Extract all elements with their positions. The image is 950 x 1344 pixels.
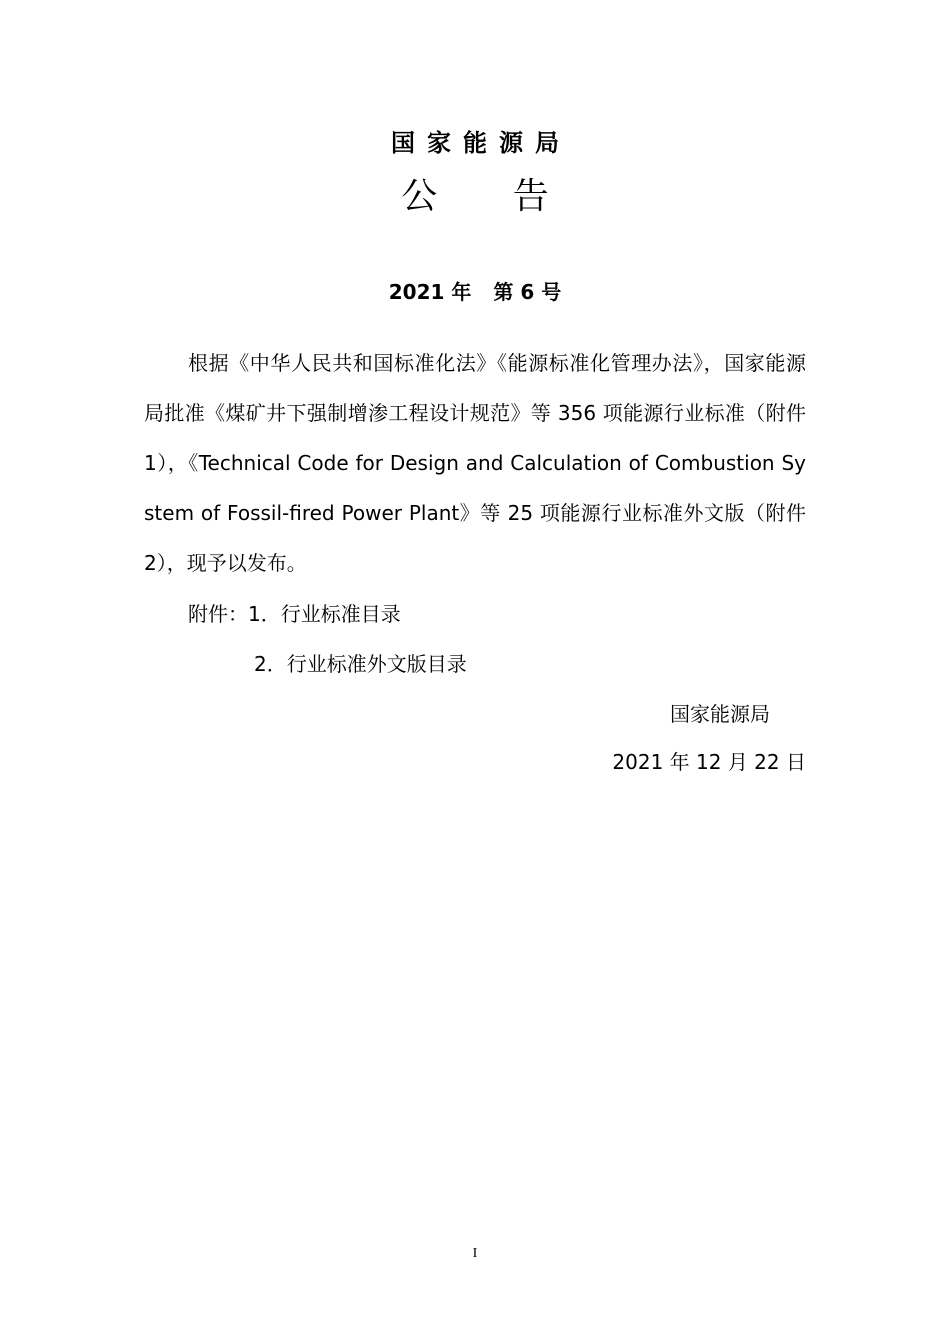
attachment-item-2: 2．行业标准外文版目录 [254,652,467,676]
document-number-year: 2021 年 [388,280,472,304]
document-number-no: 第 6 号 [493,280,562,304]
document-number [0,276,950,305]
announcement-paragraph: 根据《中华人民共和国标准化法》《能源标准化管理办法》，国家能源局批准《煤矿井下强制增渗工程设计规范》等 356 项能源行业标准（附件 1），《Technical Code for Design and Calculation of Combustion System of Fossil-fired Power Plant》等 25 项能源行业标准外文版（附件 2），现予以发布。 [144,351,806,575]
signature: 国家能源局 [670,702,770,726]
page-number: I [472,1246,478,1261]
issuer-title: 国家能源局 [391,129,571,157]
attachment-item-1: 附件：1．行业标准目录 [188,602,401,626]
issue-date: 2021 年 12 月 22 日 [612,750,806,774]
document-type-title: 公 告 [401,176,581,217]
